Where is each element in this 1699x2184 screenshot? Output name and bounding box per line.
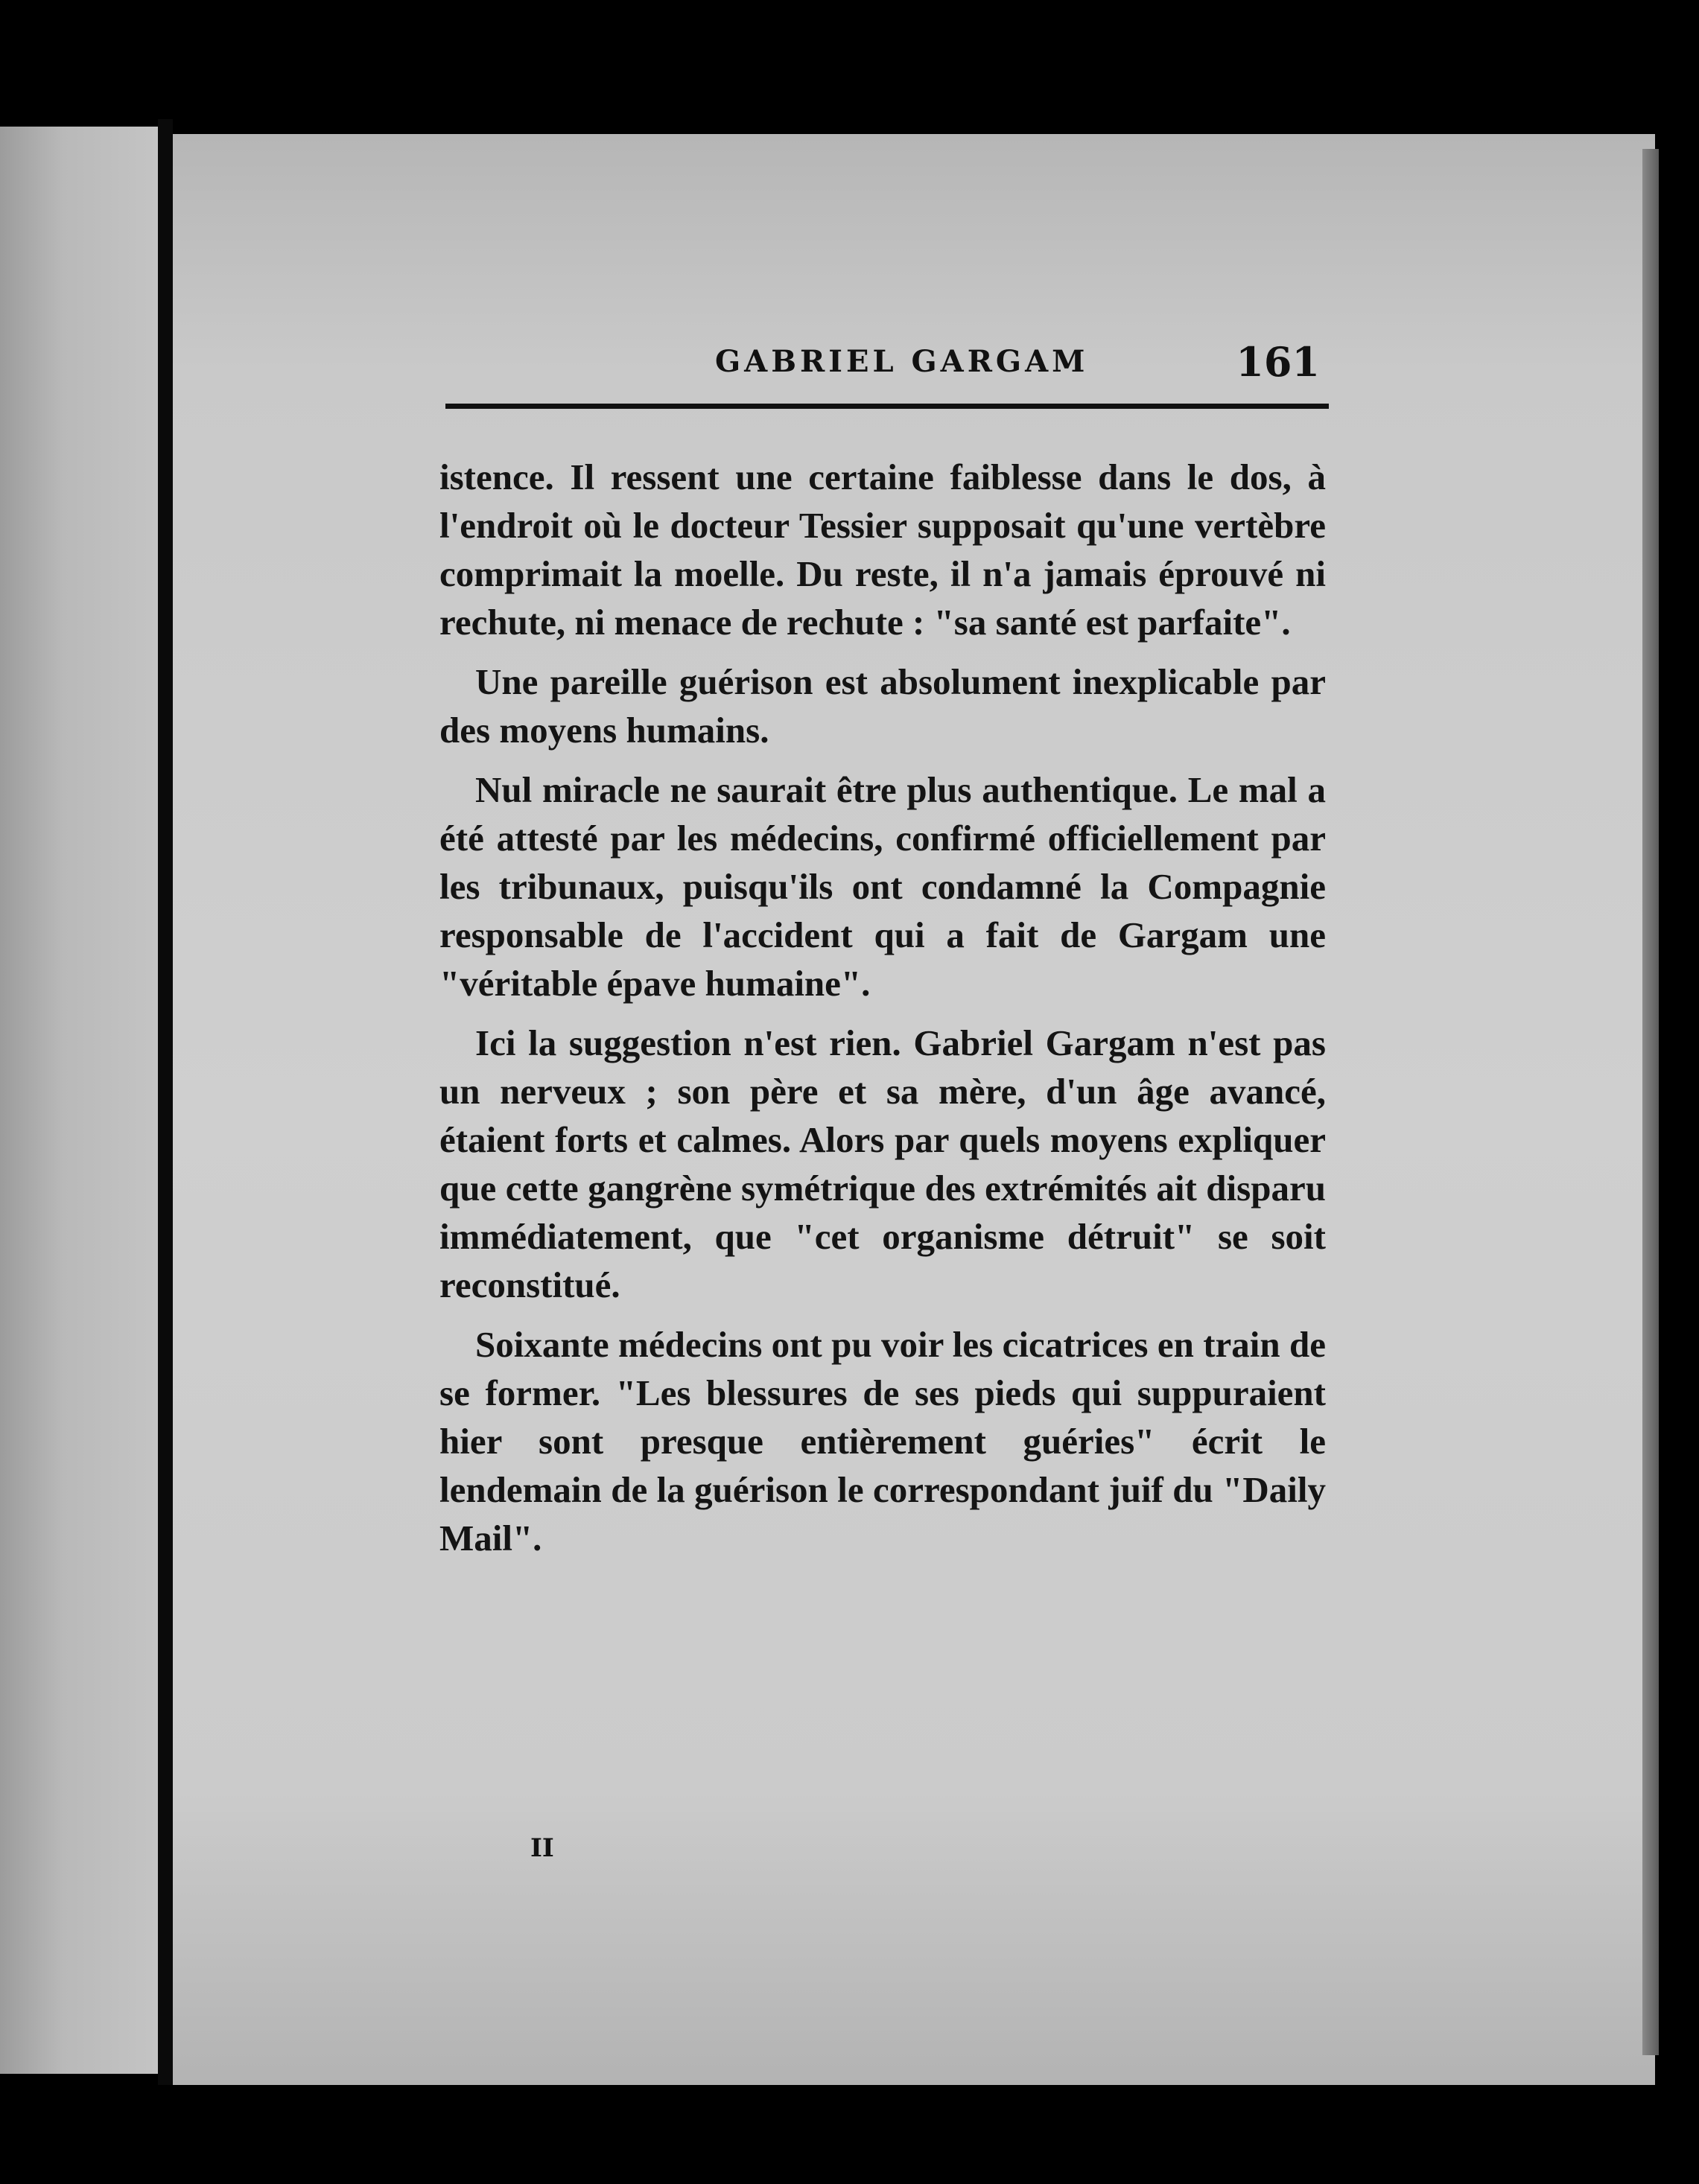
header-rule — [445, 404, 1329, 409]
paragraph: Ici la suggestion n'est rien. Gabriel Gargam n'est pas un nerveux ; son père et sa mère, d'un âge avancé, étaient forts et calmes. Alors par quels moyens expliquer que cette gangrène symétrique des extrémités ait disparu immédiatement, que "cet organisme détruit" se soit reconstitué. — [439, 1022, 1326, 1305]
paragraph: Nul miracle ne saurait être plus authentique. Le mal a été attesté par les médecins, confirmé officiellement par les tribunaux, puisqu'ils ont condamné la Compagnie responsable de l'accident qui a fait de Gargam une "véritable épave humaine". — [439, 769, 1326, 1004]
page-header — [439, 338, 1326, 396]
paragraph: Soixante médecins ont pu voir les cicatrices en train de se former. "Les blessures de ses pieds qui suppuraient hier sont presque entièrement guéries" écrit le lendemain de la guérison le correspondant juif du "Daily Mail". — [439, 1324, 1326, 1559]
paragraph-continued: istence. Il ressent une certaine faiblesse dans le dos, à l'endroit où le docteur Tessier supposait qu'une vertèbre comprimait la moelle. Du reste, il n'a jamais éprouvé ni rechute, ni menace de rechute : "sa santé est parfaite". — [439, 456, 1326, 643]
left-page-edge — [0, 127, 158, 2074]
signature-mark: II — [530, 1833, 554, 1863]
body-text — [439, 453, 1326, 1562]
paragraph: Une pareille guérison est absolument inexplicable par des moyens humains. — [439, 661, 1326, 751]
page-edge-shadow — [1642, 149, 1659, 2055]
page-number: 161 — [1236, 338, 1320, 386]
book-gutter — [158, 119, 173, 2085]
running-title: GABRIEL GARGAM — [715, 344, 1089, 379]
